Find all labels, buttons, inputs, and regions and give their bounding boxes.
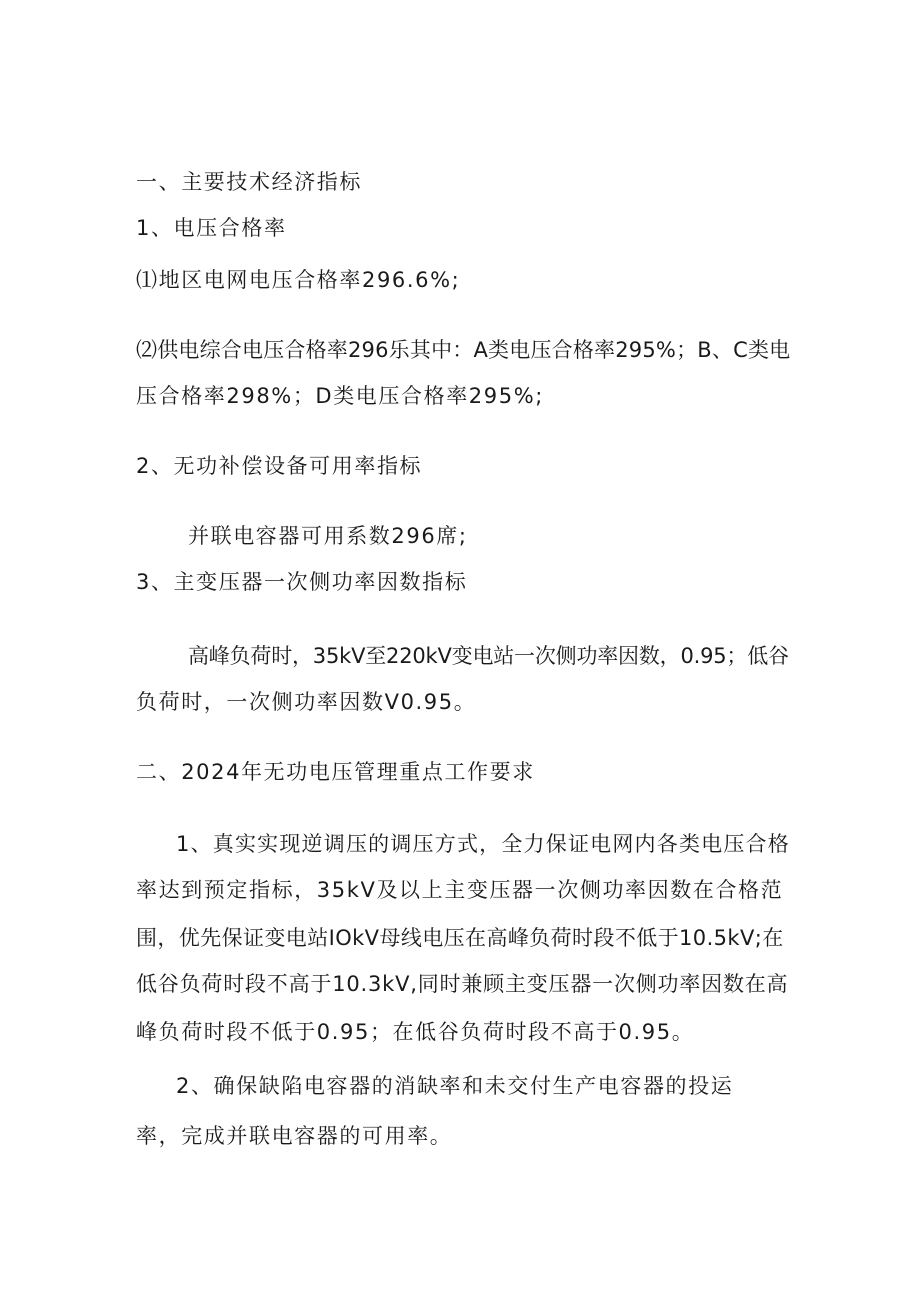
requirement-1-line4: 低谷负荷时段不高于10.3kV,同时兼顾主变压器一次侧功率因数在高: [136, 972, 789, 996]
subheading-power-factor: 3、主变压器一次侧功率因数指标: [136, 570, 468, 594]
item-power-factor-line2: 负荷时，一次侧功率因数V0.95。: [136, 690, 477, 714]
requirement-1-line5: 峰负荷时段不低于0.95；在低谷负荷时段不高于0.95。: [136, 1020, 695, 1044]
subheading-voltage-rate: 1、电压合格率: [136, 216, 287, 240]
requirement-2-line1: 2、确保缺陷电容器的消缺率和未交付生产电容器的投运: [176, 1074, 734, 1098]
section-heading-2: 二、2024年无功电压管理重点工作要求: [136, 760, 535, 784]
requirement-1-line2: 率达到预定指标，35kV及以上主变压器一次侧功率因数在合格范: [136, 878, 784, 902]
section-heading-1: 一、主要技术经济指标: [136, 170, 362, 194]
item-capacitor-availability: 并联电容器可用系数296席;: [188, 524, 468, 548]
item-supply-voltage-line2: 压合格率298%；D类电压合格率295%;: [136, 384, 544, 408]
requirement-1-line1: 1、真实实现逆调压的调压方式，全力保证电网内各类电压合格: [176, 832, 790, 856]
item-regional-voltage: ⑴地区电网电压合格率296.6%;: [136, 268, 461, 292]
subheading-reactive-compensation: 2、无功补偿设备可用率指标: [136, 454, 423, 478]
item-power-factor-line1: 高峰负荷时，35kV至220kV变电站一次侧功率因数，0.95；低谷: [188, 644, 789, 668]
requirement-1-line3: 围，优先保证变电站IOkV母线电压在高峰负荷时段不低于10.5kV;在: [136, 926, 784, 950]
item-supply-voltage-line1: ⑵供电综合电压合格率296乐其中：A类电压合格率295%；B、C类电: [136, 338, 791, 362]
requirement-2-line2: 率，完成并联电容器的可用率。: [136, 1124, 453, 1148]
